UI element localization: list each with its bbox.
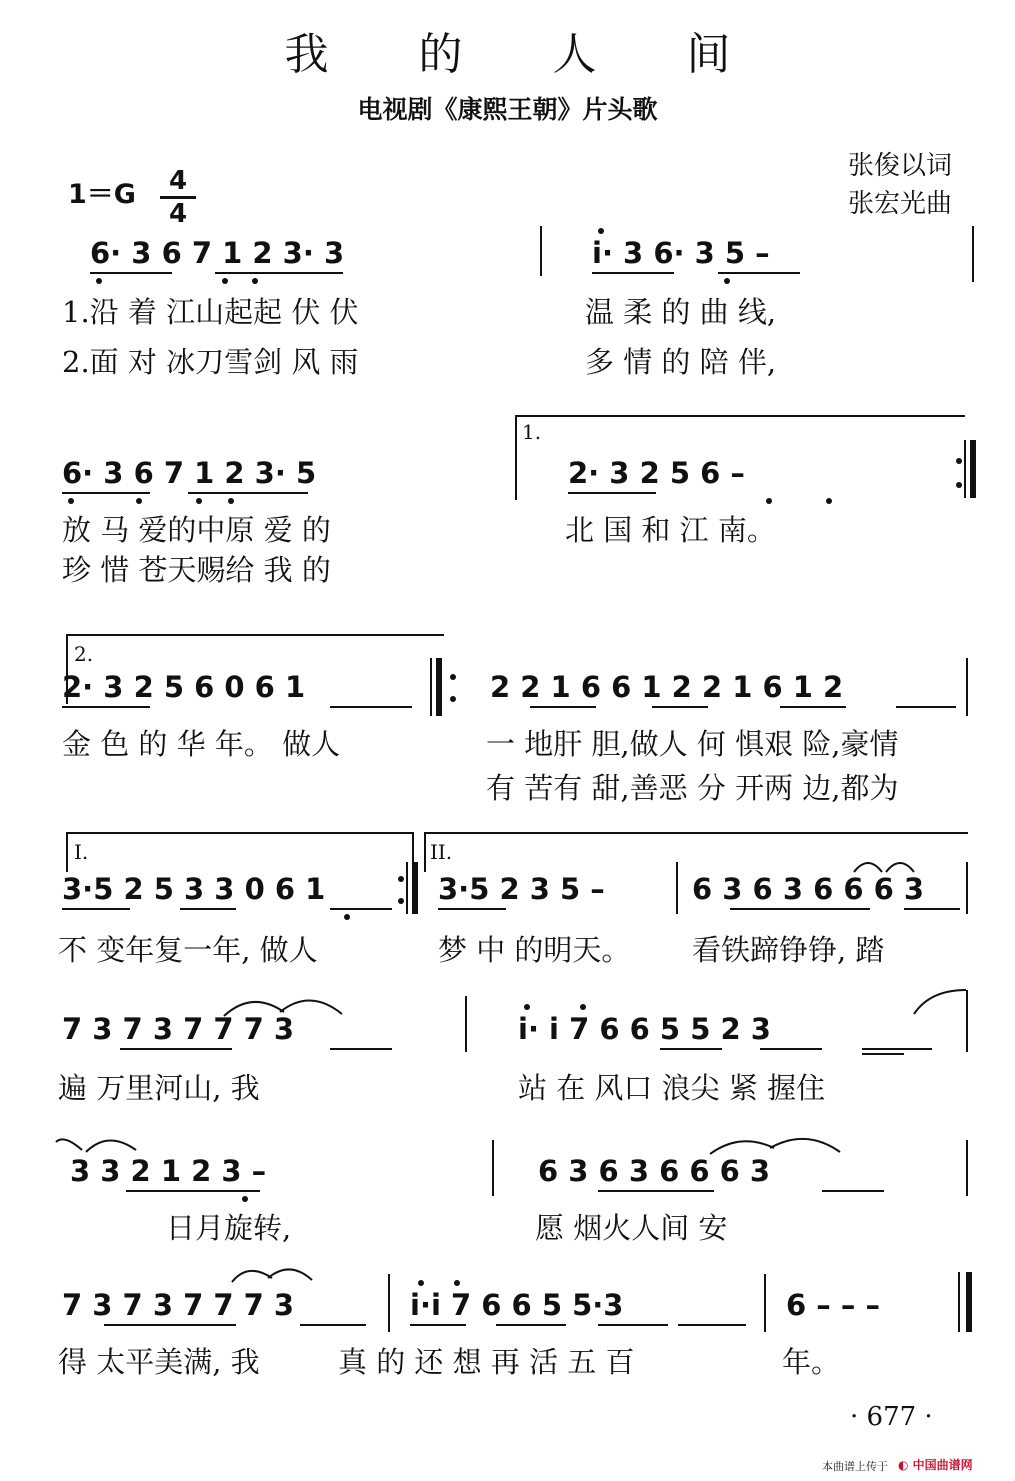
repeat-dot xyxy=(398,898,404,904)
barline xyxy=(966,658,968,716)
volta-label: 1. xyxy=(522,420,542,444)
upper-octave-dot xyxy=(454,1280,460,1286)
notes-measure: 2· 3 2 5 6 0 6 1 xyxy=(62,670,306,704)
lyric-verse-1: 放 马 爱的中原 爱 的 xyxy=(62,513,331,547)
notes-measure: 3·5 2 5 3 3 0 6 1 xyxy=(62,872,326,906)
underline-beam xyxy=(862,1053,904,1055)
barline xyxy=(430,658,432,716)
lyric-verse-1: 北 国 和 江 南。 xyxy=(565,513,776,547)
repeat-dot xyxy=(398,876,404,882)
volta-bracket xyxy=(424,832,968,834)
notes-measure: 6 3 6 3 6 6 6 3 xyxy=(538,1154,771,1188)
site-logo-icon: ◐ xyxy=(898,1458,909,1472)
lyric-verse-1: 遍 万里河山, 我 xyxy=(58,1071,260,1105)
barline xyxy=(966,1140,968,1196)
underline-beam xyxy=(780,706,846,708)
lyric-verse-1: 得 太平美满, 我 xyxy=(58,1345,260,1379)
lower-octave-dot xyxy=(242,1196,248,1202)
lyric-verse-1: 金 色 的 华 年。 做人 xyxy=(62,727,341,761)
barline xyxy=(966,990,968,1052)
lower-octave-dot xyxy=(344,914,350,920)
barline xyxy=(492,1140,494,1196)
time-signature xyxy=(160,168,196,227)
repeat-end-barline xyxy=(412,862,418,914)
underline-beam xyxy=(330,908,392,910)
notes-measure: i· 3 6· 3 5 – xyxy=(592,236,770,270)
underline-beam xyxy=(62,492,150,494)
lyric-verse-1: 温 柔 的 曲 线, xyxy=(585,295,777,329)
barline xyxy=(388,1274,390,1332)
underline-beam xyxy=(330,1048,392,1050)
notes-measure: 6 3 6 3 6 6 6 3 xyxy=(692,872,925,906)
key-signature: 1＝G xyxy=(68,179,136,210)
repeat-dot xyxy=(450,696,456,702)
barline xyxy=(966,862,968,914)
song-subtitle: 电视剧《康熙王朝》片头歌 xyxy=(357,95,658,124)
upper-octave-dot xyxy=(598,228,604,234)
volta-bracket xyxy=(515,415,965,417)
lyric-verse-1: 愿 烟火人间 安 xyxy=(535,1211,728,1245)
slur-tie xyxy=(228,1262,318,1286)
upper-octave-dot xyxy=(418,1280,424,1286)
lower-octave-dot xyxy=(68,498,74,504)
underline-beam xyxy=(678,1324,746,1326)
repeat-dot xyxy=(450,674,456,680)
underline-beam xyxy=(62,706,150,708)
lower-octave-dot xyxy=(222,278,228,284)
volta-bracket-edge xyxy=(424,832,426,872)
volta-label: I. xyxy=(74,840,89,864)
repeat-dot xyxy=(956,458,962,464)
underline-beam xyxy=(120,1048,232,1050)
repeat-end-barline xyxy=(970,440,976,498)
underline-beam xyxy=(598,1190,714,1192)
notes-measure: i·i 7 6 6 5 5·3 xyxy=(410,1288,624,1322)
lower-octave-dot xyxy=(252,278,258,284)
lyric-verse-1: 站 在 风口 浪尖 紧 握住 xyxy=(518,1071,826,1105)
notes-measure: 6· 3 6 7 1 2 3· 3 xyxy=(90,236,345,270)
volta-label: II. xyxy=(430,840,453,864)
volta-bracket xyxy=(66,832,414,834)
volta-label: 2. xyxy=(74,642,94,666)
final-barline-thick xyxy=(966,1272,972,1332)
underline-beam xyxy=(410,1324,466,1326)
underline-beam xyxy=(438,908,506,910)
notes-measure: 2 2 1 6 6 1 2 2 1 6 1 2 xyxy=(490,670,844,704)
lower-octave-dot xyxy=(196,498,202,504)
lyric-verse-2: 珍 惜 苍天赐给 我 的 xyxy=(62,553,331,587)
lyric-verse-1: 梦 中 的明天。 xyxy=(438,933,631,967)
underline-beam xyxy=(760,1048,822,1050)
lyric-verse-1: 一 地肝 胆,做人 何 惧艰 险,豪情 xyxy=(486,727,899,761)
notes-measure: 6 – – – xyxy=(786,1288,880,1322)
lyric-verse-1: 看铁蹄铮铮, 踏 xyxy=(692,933,885,967)
lower-octave-dot xyxy=(766,498,772,504)
upper-octave-dot xyxy=(524,1004,530,1010)
lower-octave-dot xyxy=(724,278,730,284)
lyric-verse-1: 日月旋转, xyxy=(166,1211,292,1245)
lyric-verse-2: 有 苦有 甜,善恶 分 开两 边,都为 xyxy=(486,771,899,805)
underline-beam xyxy=(904,908,960,910)
volta-bracket-edge xyxy=(515,415,517,500)
underline-beam xyxy=(330,706,412,708)
underline-beam xyxy=(126,1190,260,1192)
upload-note: 本曲谱上传于 xyxy=(822,1460,888,1473)
song-title: 我 的 人 间 xyxy=(284,29,769,80)
slur-tie xyxy=(910,986,970,1016)
notes-measure: 7 3 7 3 7 7 7 3 xyxy=(62,1012,295,1046)
notes-measure: 2· 3 2 5 6 – xyxy=(568,456,745,490)
underline-beam xyxy=(496,1324,566,1326)
lyric-verse-1: 不 变年复一年, 做人 xyxy=(58,933,318,967)
lyric-verse-1: 年。 xyxy=(782,1345,841,1379)
lyricist-credit: 张俊以词 xyxy=(848,151,953,181)
site-logo-text: 中国曲谱网 xyxy=(912,1458,973,1472)
barline xyxy=(406,862,408,914)
barline xyxy=(676,862,678,914)
underline-beam xyxy=(568,492,656,494)
underline-beam xyxy=(188,492,308,494)
underline-beam xyxy=(62,908,130,910)
volta-bracket xyxy=(66,634,444,636)
slur-tie xyxy=(52,1130,142,1156)
lower-octave-dot xyxy=(136,498,142,504)
page-number: · 677 · xyxy=(850,1402,933,1432)
underline-beam xyxy=(730,908,870,910)
underline-beam xyxy=(822,1190,884,1192)
volta-bracket-edge xyxy=(66,832,68,872)
underline-beam xyxy=(592,272,674,274)
lower-octave-dot xyxy=(228,498,234,504)
barline xyxy=(964,440,966,498)
site-logo xyxy=(898,1456,973,1473)
underline-beam xyxy=(896,706,956,708)
underline-beam xyxy=(530,706,596,708)
repeat-start-barline xyxy=(436,658,442,716)
time-signature-bottom: 4 xyxy=(168,199,188,229)
underline-beam xyxy=(652,706,708,708)
underline-beam xyxy=(862,1048,932,1050)
underline-beam xyxy=(718,272,800,274)
notes-measure: 3·5 2 3 5 – xyxy=(438,872,605,906)
lyric-verse-1: 真 的 还 想 再 活 五 百 xyxy=(338,1345,635,1379)
lower-octave-dot xyxy=(96,278,102,284)
barline xyxy=(540,226,542,276)
notes-measure: 7 3 7 3 7 7 7 3 xyxy=(62,1288,295,1322)
lower-octave-dot xyxy=(826,498,832,504)
upper-octave-dot xyxy=(580,1004,586,1010)
lyric-verse-2: 多 情 的 陪 伴, xyxy=(585,345,777,379)
repeat-dot xyxy=(956,482,962,488)
composer-credit: 张宏光曲 xyxy=(848,189,953,219)
lyric-verse-2: 2.面 对 冰刀雪剑 风 雨 xyxy=(62,345,359,379)
underline-beam xyxy=(300,1324,366,1326)
underline-beam xyxy=(660,1048,722,1050)
underline-beam xyxy=(104,1324,236,1326)
slur-tie xyxy=(852,852,922,876)
barline xyxy=(972,226,974,282)
time-signature-top: 4 xyxy=(168,166,188,196)
notes-measure: 3 3 2 1 2 3 – xyxy=(70,1154,267,1188)
notes-measure: i· i 7 6 6 5 5 2 3 xyxy=(518,1012,771,1046)
underline-beam xyxy=(90,272,172,274)
notes-measure: 6· 3 6 7 1 2 3· 5 xyxy=(62,456,317,490)
underline-beam xyxy=(180,908,236,910)
underline-beam xyxy=(215,272,343,274)
final-barline-thin xyxy=(958,1272,960,1332)
barline xyxy=(764,1274,766,1332)
lyric-verse-1: 1.沿 着 江山起起 伏 伏 xyxy=(62,295,359,329)
underline-beam xyxy=(598,1324,668,1326)
barline xyxy=(465,996,467,1052)
